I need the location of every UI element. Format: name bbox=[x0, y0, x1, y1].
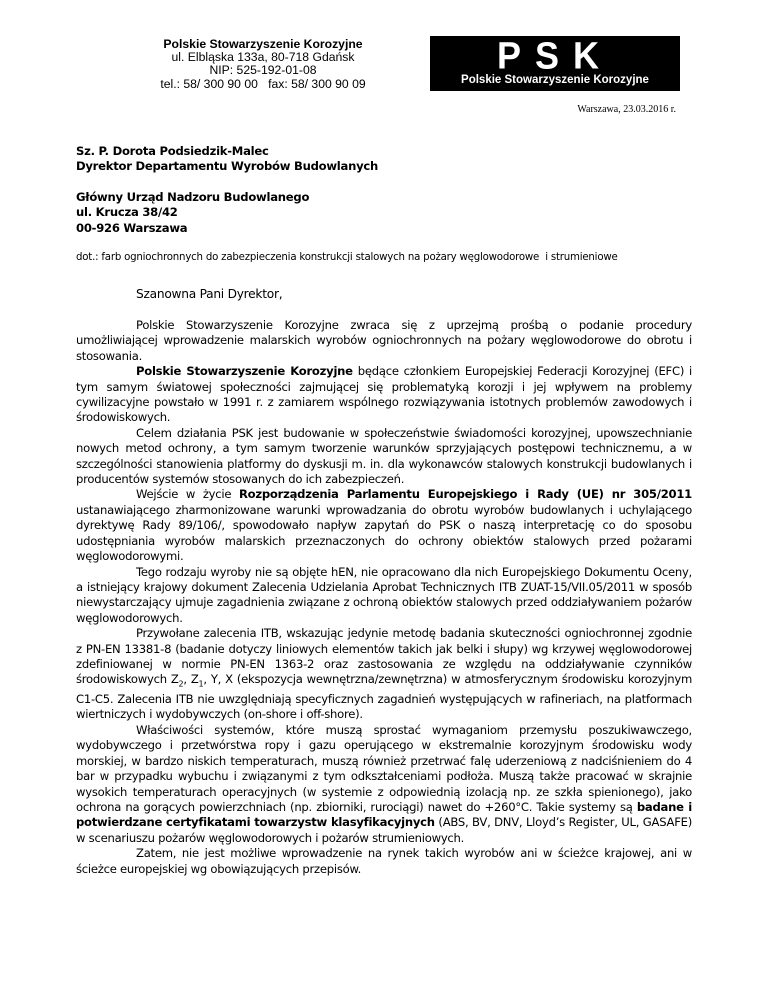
org-phone-fax: tel.: 58/ 300 90 00 fax: 58/ 300 90 09 bbox=[160, 76, 366, 91]
org-name: Polskie Stowarzyszenie Korozyjne bbox=[163, 37, 363, 51]
paragraph-1: Polskie Stowarzyszenie Korozyjne zwraca się z uprzejmą prośbą o podanie procedury umożliwiającej wprowadzenie malarskich wyrobów ogniochronnych na pożary węglowodorowe do obrotu i stosowania. bbox=[76, 318, 692, 363]
org-address: ul. Elbląska 133a, 80-718 Gdańsk bbox=[171, 50, 355, 65]
recipient-block bbox=[76, 144, 378, 236]
paragraph-4: Wejście w życie Rozporządzenia Parlamentu Europejskiego i Rady (UE) nr 305/2011 ustanawiającego zharmonizowane warunki wprowadzania do obrotu wyrobów budowlanych i uchylającego dyrektywę Rady 89/106/, spowodowało napływ zapytań do PSK o naszą interpretację co do sposobu udostępniania wyrobów malarskich przeznaczonych do ochrony obiektów stalowych przed pożarami węglowodorowymi. bbox=[76, 487, 692, 564]
recipient-spacer bbox=[76, 175, 378, 190]
recipient-street: ul. Krucza 38/42 bbox=[76, 205, 178, 220]
letter-subject: dot.: farb ogniochronnych do zabezpieczenia konstrukcji stalowych na pożary węglowodorowe i strumieniowe bbox=[76, 252, 618, 263]
paragraph-6: Przywołane zalecenia ITB, wskazując jedynie metodę badania skuteczności ogniochronnej zgodnie z PN-EN 13381-8 (badanie dotyczy liniowych elementów takich jak belki i słupy) wg krzywej węglowodorowej zdefiniowanej w normie PN-EN 1363-2 oraz zastosowania ze względu na oddziaływanie czynników środowiskowych $Z_2$, $Z_1$, Y, X (ekspozycja wewnętrzna/zewnętrzna) w atmosferycznym środowisku korozyjnym C1-C5. Zalecenia ITB nie uwzględniają specyficznych zagadnień występujących w rafineriach, na platformach wiertniczych i wydobywczych (on-shore i off-shore). bbox=[76, 626, 692, 722]
letter-date: Warszawa, 23.03.2016 r. bbox=[577, 104, 676, 115]
organization-header bbox=[118, 38, 408, 91]
recipient-city: 00-926 Warszawa bbox=[76, 220, 188, 235]
letter-body bbox=[76, 318, 692, 877]
org-nip: NIP: 525-192-01-08 bbox=[209, 63, 317, 78]
recipient-name: Sz. P. Dorota Podsiedzik-Malec bbox=[76, 144, 269, 158]
recipient-institution: Główny Urząd Nadzoru Budowlanego bbox=[76, 189, 310, 204]
paragraph-2: Polskie Stowarzyszenie Korozyjne będące członkiem Europejskiej Federacji Korozyjnej (EFC) i tym samym światowej społeczności zajmującej się problematyką korozji i jej wpływem na problemy cywilizacyjne powstało w 1991 r. z zamiarem wspólnego rozwiązywania istotnych problemów zawodowych i środowiskowych. bbox=[76, 364, 692, 425]
paragraph-8: Zatem, nie jest możliwe wprowadzenie na rynek takich wyrobów ani w ścieżce krajowej, ani w ścieżce europejskiej wg obowiązujących przepisów. bbox=[76, 846, 692, 876]
recipient-position: Dyrektor Departamentu Wyrobów Budowlanych bbox=[76, 159, 379, 174]
salutation: Szanowna Pani Dyrektor, bbox=[136, 287, 283, 301]
paragraph-5: Tego rodzaju wyroby nie są objęte hEN, nie opracowano dla nich Europejskiego Dokumentu Oceny, a istniejący krajowy dokument Zalecenia Udzielania Aprobat Technicznych ITB ZUAT-15/VII.05/2011 w sposób niewystarczający ujmuje zagadnienia związane z ochroną obiektów stalowych przed oddziaływaniem pożarów węglowodorowych. bbox=[76, 564, 692, 625]
logo-full-name: Polskie Stowarzyszenie Korozyjne bbox=[461, 74, 649, 86]
psk-logo bbox=[430, 33, 680, 91]
paragraph-3: Celem działania PSK jest budowanie w społeczeństwie świadomości korozyjnej, upowszechnianie nowych metod ochrony, a tym samym tworzenie warunków sprzyjających postępowi technicznemu, a w szczególności stanowienia platformy do dyskusji m. in. dla wykonawców stalowych konstrukcji budowlanych i producentów systemów stosowanych do ich zabezpieczeń. bbox=[76, 425, 692, 487]
paragraph-7: Właściwości systemów, które muszą sprostać wymaganiom przemysłu poszukiwawczego, wydobywczego i przetwórstwa ropy i gazu operującego w ekstremalnie korozyjnym środowisku wody morskiej, w bardzo niskich temperaturach, muszą również przetrwać falę uderzeniową z nadciśnieniem do 4 bar w przypadku wybuchu i związanymi z tym odkształceniami podłoża. Muszą także pracować w skrajnie wysokich temperaturach operacyjnych (w systemie z odpowiednią izolacją np. ze szkła spienionego), jako ochrona na gorących powierzchniach (np. zbiorniki, rurociągi) nawet do +260°C. Takie systemy są badane i potwierdzane certyfikatami towarzystw klasyfikacyjnych (ABS, BV, DNV, Lloyd’s Register, UL, GASAFE) w scenariuszu pożarów węglowodorowych i pożarów strumieniowych. bbox=[76, 722, 692, 845]
logo-acronym: PSK bbox=[496, 33, 614, 77]
